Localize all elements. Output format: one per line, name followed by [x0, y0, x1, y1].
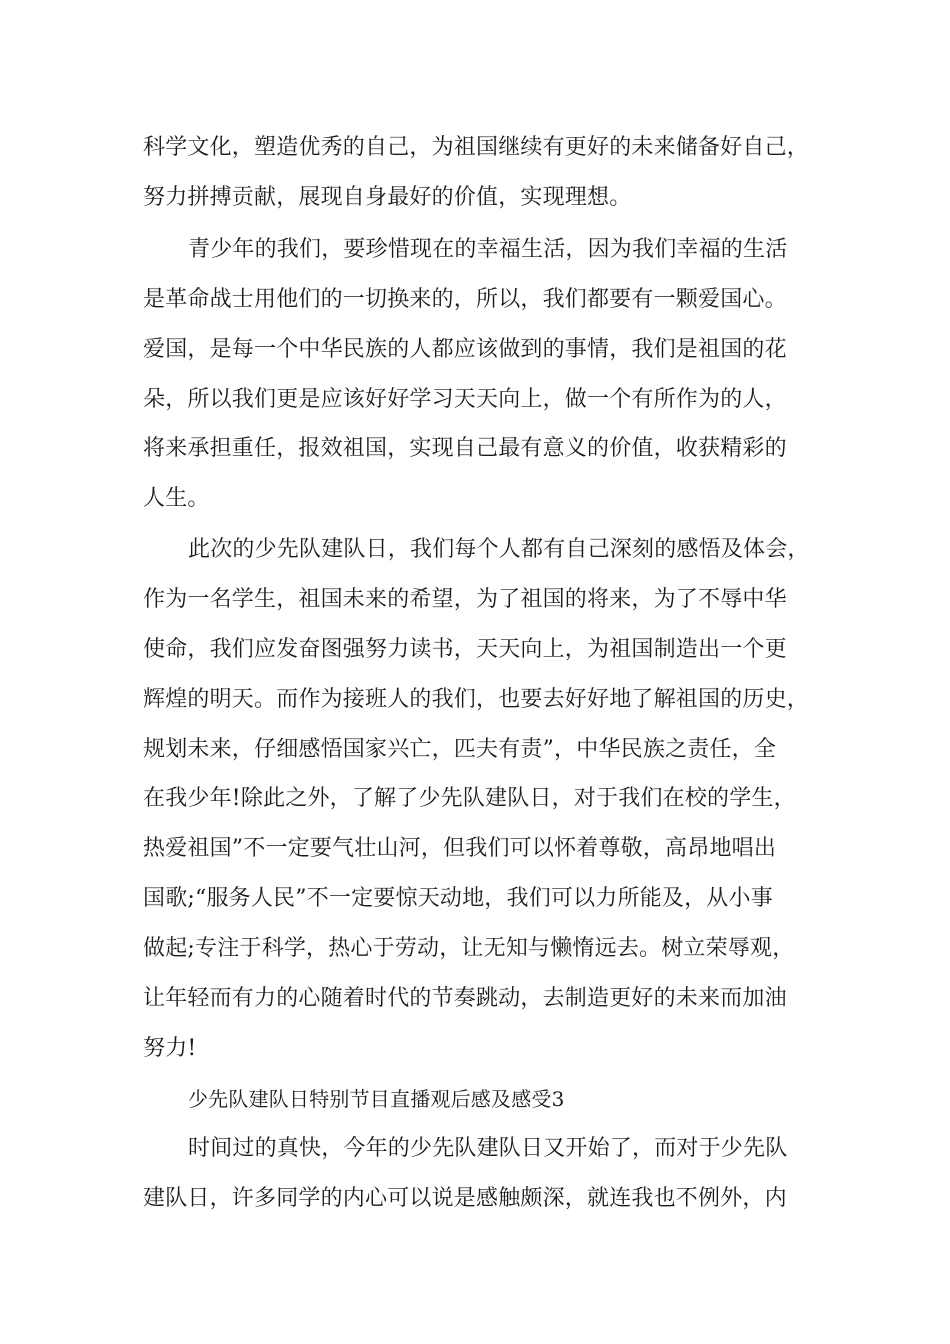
paragraph-line: 将来承担重任，报效祖国，实现自己最有意义的价值，收获精彩的	[143, 436, 787, 461]
paragraph-line: 热爱祖国”不一定要气壮山河，但我们可以怀着尊敬，高昂地唱出	[143, 836, 777, 861]
paragraph-line: 作为一名学生，祖国未来的希望，为了祖国的将来，为了不辱中华	[143, 587, 787, 612]
paragraph-line: 时间过的真快，今年的少先队建队日又开始了，而对于少先队	[188, 1136, 788, 1161]
paragraph-line: 建队日，许多同学的内心可以说是感触颇深，就连我也不例外，内	[143, 1186, 787, 1211]
paragraph-line: 努力!	[143, 1036, 197, 1061]
paragraph-line: 使命，我们应发奋图强努力读书，天天向上，为祖国制造出一个更	[143, 637, 787, 662]
paragraph-line: 努力拼搏贡献，展现自身最好的价值，实现理想。	[143, 185, 632, 210]
paragraph-line: 青少年的我们，要珍惜现在的幸福生活，因为我们幸福的生活	[188, 237, 788, 262]
paragraph-line: 爱国，是每一个中华民族的人都应该做到的事情，我们是祖国的花	[143, 337, 787, 362]
paragraph-line: 做起;专注于科学，热心于劳动，让无知与懒惰远去。树立荣辱观，	[143, 936, 795, 961]
paragraph-line: 让年轻而有力的心随着时代的节奏跳动，去制造更好的未来而加油	[143, 986, 787, 1011]
paragraph-line: 此次的少先队建队日，我们每个人都有自己深刻的感悟及体会，	[188, 537, 810, 562]
paragraph-line: 朵，所以我们更是应该好好学习天天向上，做一个有所作为的人，	[143, 387, 787, 412]
paragraph-line: 规划未来，仔细感悟国家兴亡，匹夫有责”，中华民族之责任，全	[143, 737, 777, 762]
paragraph-line: 国歌;“服务人民”不一定要惊天动地，我们可以力所能及，从小事	[143, 886, 773, 911]
paragraph-line: 辉煌的明天。而作为接班人的我们，也要去好好地了解祖国的历史，	[143, 687, 810, 712]
section-heading: 少先队建队日特别节目直播观后感及感受3	[188, 1087, 565, 1111]
paragraph-line: 科学文化，塑造优秀的自己，为祖国继续有更好的未来储备好自己，	[143, 135, 810, 160]
paragraph-line: 在我少年!除此之外，了解了少先队建队日，对于我们在校的学生，	[143, 786, 796, 811]
paragraph-line: 是革命战士用他们的一切换来的，所以，我们都要有一颗爱国心。	[143, 287, 787, 312]
paragraph-line: 人生。	[143, 486, 210, 511]
